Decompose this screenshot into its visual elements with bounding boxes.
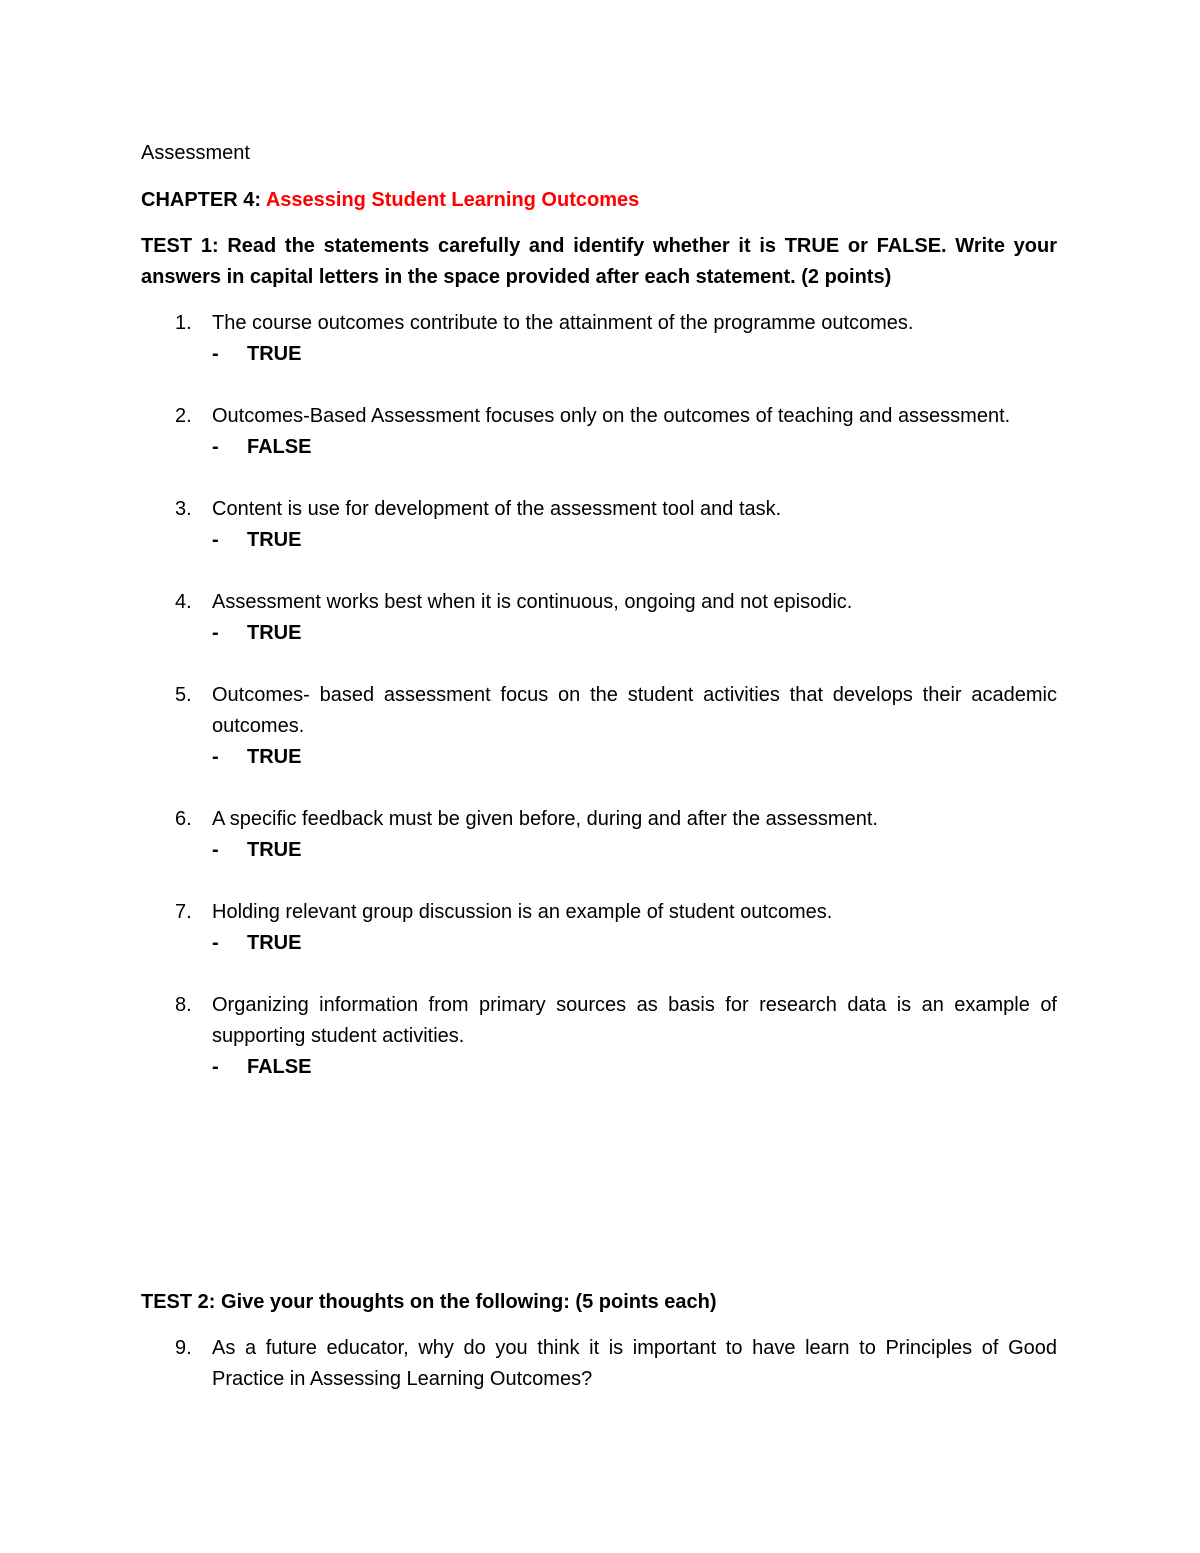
question-number: 7.: [175, 901, 192, 923]
question-item: [141, 401, 1057, 463]
question-item: [141, 1333, 1057, 1395]
test1-instructions: TEST 1: Read the statements carefully and identify whether it is TRUE or FALSE. Write your answers in capital letters in the space provided after each statement. (2 points): [141, 235, 1057, 288]
question-answer: [212, 1052, 1057, 1083]
answer-dash: -: [212, 436, 219, 458]
answer-text: TRUE: [247, 343, 302, 365]
question-statement: A specific feedback must be given before, during and after the assessment.: [212, 808, 878, 830]
question-item: [141, 897, 1057, 959]
answer-text: FALSE: [247, 436, 312, 458]
question-number: 4.: [175, 591, 192, 613]
chapter-heading: [141, 185, 1057, 216]
question-number: 5.: [175, 684, 192, 706]
answer-text: TRUE: [247, 839, 302, 861]
question-statement: Content is use for development of the assessment tool and task.: [212, 498, 782, 520]
question-number: 8.: [175, 994, 192, 1016]
chapter-title: Assessing Student Learning Outcomes: [265, 189, 640, 211]
answer-dash: -: [212, 932, 219, 954]
question-number: 3.: [175, 498, 192, 520]
answer-text: TRUE: [247, 932, 302, 954]
answer-dash: -: [212, 622, 219, 644]
question-statement: Outcomes- based assessment focus on the student activities that develops their academic outcomes.: [212, 684, 1057, 737]
answer-text: TRUE: [247, 529, 302, 551]
question-item: [141, 990, 1057, 1083]
answer-text: FALSE: [247, 1056, 312, 1078]
test1-question-list: [141, 308, 1057, 1083]
question-statement: The course outcomes contribute to the attainment of the programme outcomes.: [212, 312, 914, 334]
question-number: 1.: [175, 312, 192, 334]
question-answer: [212, 339, 1057, 370]
answer-text: TRUE: [247, 746, 302, 768]
question-answer: [212, 742, 1057, 773]
answer-dash: -: [212, 343, 219, 365]
document-heading: Assessment: [141, 142, 250, 164]
test2-section: [141, 1287, 1057, 1395]
chapter-label: CHAPTER 4:: [141, 189, 266, 211]
answer-dash: -: [212, 839, 219, 861]
question-number: 2.: [175, 405, 192, 427]
question-item: [141, 804, 1057, 866]
question-number: 9.: [175, 1337, 192, 1359]
question-answer: [212, 928, 1057, 959]
question-statement: Organizing information from primary sources as basis for research data is an example of supporting student activities.: [212, 994, 1057, 1047]
question-answer: [212, 525, 1057, 556]
question-item: [141, 680, 1057, 773]
question-answer: [212, 618, 1057, 649]
document-page: [141, 138, 1057, 1114]
test2-question-list: [141, 1333, 1057, 1395]
answer-dash: -: [212, 1056, 219, 1078]
answer-dash: -: [212, 746, 219, 768]
question-statement: Outcomes-Based Assessment focuses only on the outcomes of teaching and assessment.: [212, 405, 1011, 427]
answer-dash: -: [212, 529, 219, 551]
question-number: 6.: [175, 808, 192, 830]
question-answer: [212, 835, 1057, 866]
question-item: [141, 308, 1057, 370]
question-statement: As a future educator, why do you think it is important to have learn to Principles of Good Practice in Assessing Learning Outcomes?: [212, 1337, 1057, 1390]
question-item: [141, 494, 1057, 556]
question-statement: Holding relevant group discussion is an example of student outcomes.: [212, 901, 833, 923]
test2-title: TEST 2: Give your thoughts on the following: (5 points each): [141, 1291, 717, 1313]
question-item: [141, 587, 1057, 649]
question-answer: [212, 432, 1057, 463]
question-statement: Assessment works best when it is continuous, ongoing and not episodic.: [212, 591, 853, 613]
answer-text: TRUE: [247, 622, 302, 644]
